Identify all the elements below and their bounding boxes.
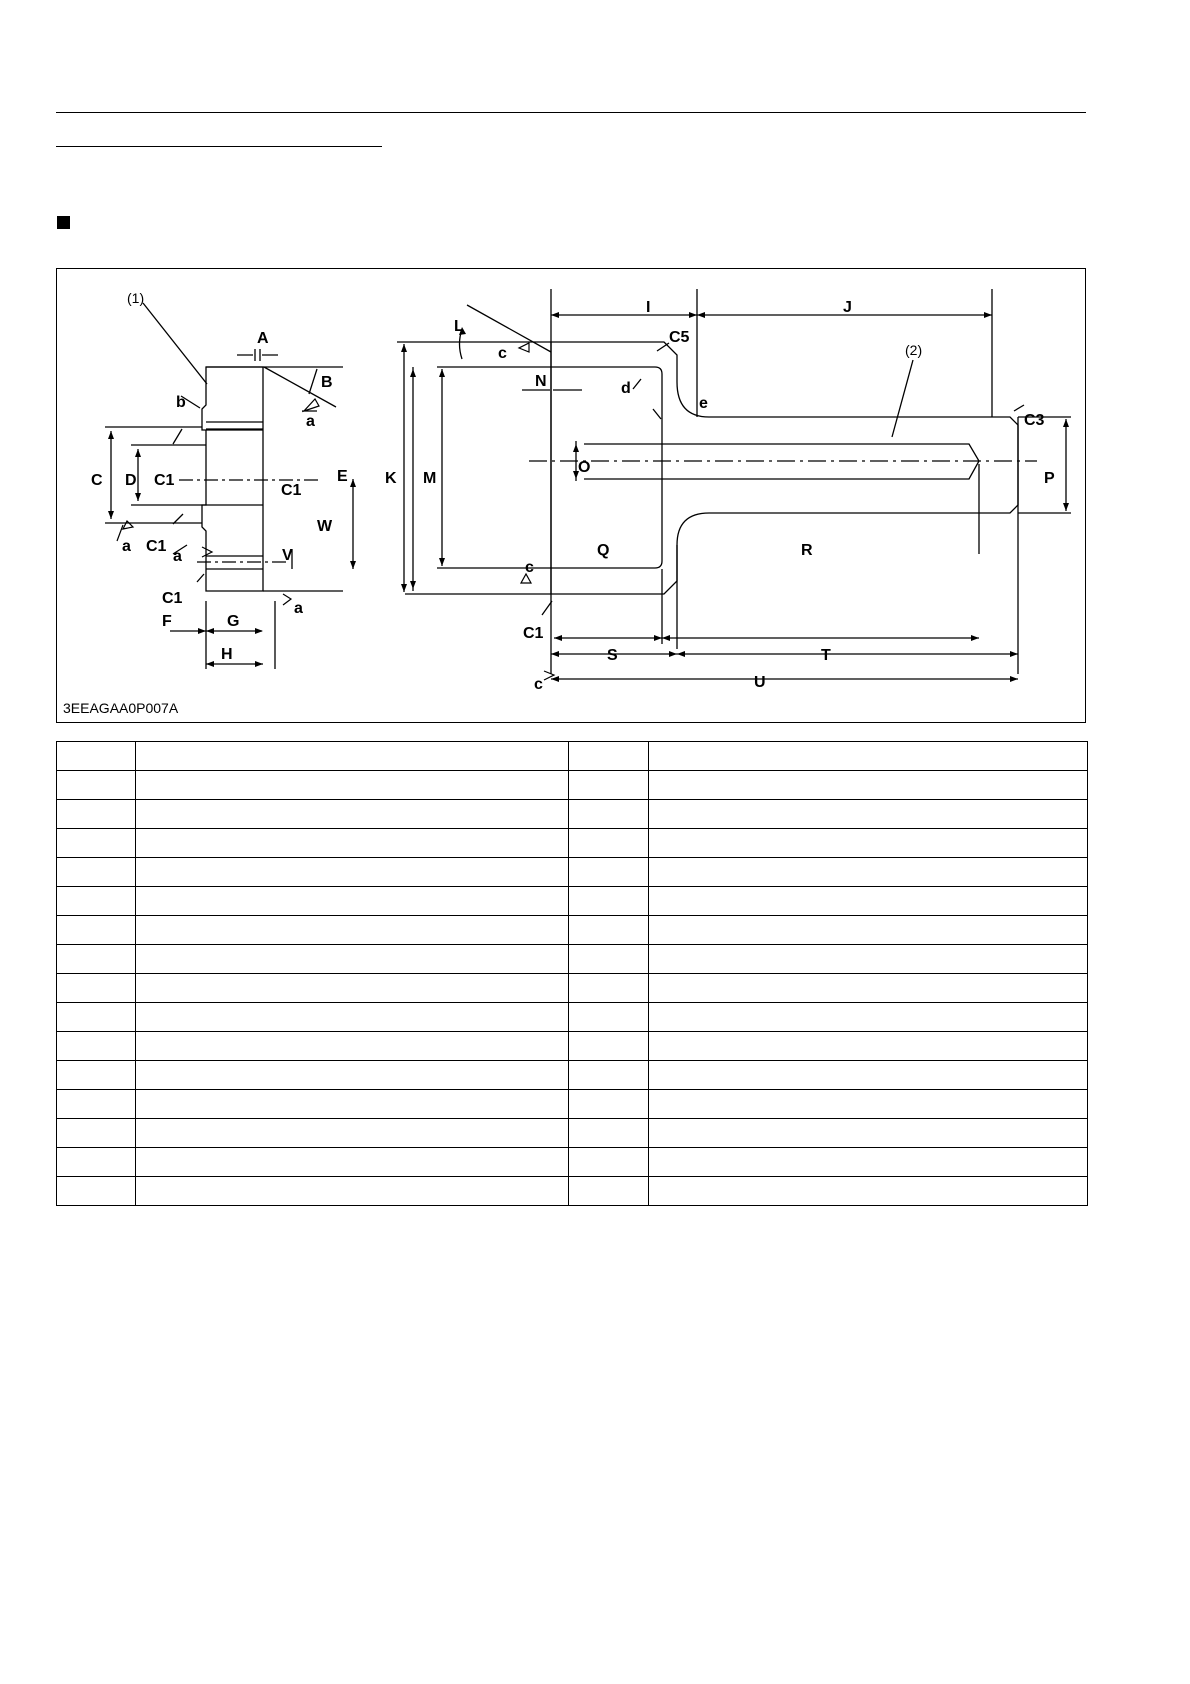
table-cell [569,800,649,829]
header-rule [56,112,1086,113]
dim-label-q: Q [597,542,610,559]
dim-label-p: P [1044,470,1055,487]
table-row [57,1148,1088,1177]
table-cell [136,1090,569,1119]
table-cell [649,916,1088,945]
table-cell [57,1061,136,1090]
table-cell [649,1119,1088,1148]
dim-label-e: E [337,468,348,485]
table-cell [57,974,136,1003]
part1-callout: (1) [127,290,145,306]
dimension-table [56,741,1088,1206]
dim-label-l: L [454,318,464,335]
table-cell [57,1032,136,1061]
table-cell [136,1003,569,1032]
table-row [57,800,1088,829]
figure-code: 3EEAGAA0P007A [63,700,179,716]
dim-label-o: O [578,459,591,476]
table-cell [136,1177,569,1206]
table-row [57,771,1088,800]
chamfer-label-c3: C3 [1024,412,1045,429]
table-cell [136,1061,569,1090]
table-cell [136,1148,569,1177]
table-cell [569,1090,649,1119]
table-row [57,1177,1088,1206]
table-cell [649,1177,1088,1206]
dim-label-j: J [843,299,852,316]
technical-drawing-frame [56,268,1086,723]
table-cell [57,771,136,800]
table-row [57,1090,1088,1119]
dim-label-h: H [221,646,233,663]
dim-label-k: K [385,470,397,487]
dim-label-w: W [317,518,333,535]
table-cell [569,887,649,916]
table-cell [57,829,136,858]
table-cell [57,887,136,916]
dim-label-u: U [754,674,766,691]
finish-label-c-3: c [534,676,543,693]
section-bullet-icon [57,216,70,229]
table-cell [569,916,649,945]
dim-label-n: N [535,373,547,390]
table-cell [569,1032,649,1061]
finish-label-c-1: c [498,345,507,362]
finish-label-a-1: a [306,413,315,430]
table-cell [57,1003,136,1032]
dim-label-f: F [162,613,172,630]
table-cell [649,742,1088,771]
table-cell [569,858,649,887]
table-cell [649,1090,1088,1119]
dim-label-g: G [227,613,240,630]
table-row [57,916,1088,945]
table-cell [569,945,649,974]
table-cell [569,1148,649,1177]
table-cell [57,858,136,887]
table-cell [136,887,569,916]
chamfer-label-c1-bore: C1 [154,472,175,489]
part1-bore-edge [206,422,263,429]
table-cell [57,916,136,945]
table-row [57,887,1088,916]
table-row [57,858,1088,887]
part2-callout: (2) [905,342,923,358]
table-row [57,974,1088,1003]
finish-label-a-3: a [173,548,182,565]
table-cell [569,1061,649,1090]
finish-label-a-4: a [294,600,303,617]
part1-bore-lines [206,430,263,505]
table-cell [57,945,136,974]
table-cell [136,1032,569,1061]
finish-label-d: d [621,380,631,397]
dim-label-i: I [646,299,651,316]
table-cell [649,829,1088,858]
table-cell [649,1148,1088,1177]
technical-drawing [57,269,1087,724]
part2-pocket [553,367,662,568]
table-cell [649,945,1088,974]
dimension-table-body [57,742,1088,1206]
dim-label-c: C [91,472,103,489]
chamfer-label-c1-lower: C1 [146,538,167,555]
finish-label-a-2: a [122,538,131,555]
table-row [57,742,1088,771]
table-cell [136,916,569,945]
table-cell [57,800,136,829]
table-cell [649,887,1088,916]
table-cell [649,858,1088,887]
table-cell [57,1119,136,1148]
table-cell [649,1032,1088,1061]
table-cell [136,829,569,858]
table-cell [136,974,569,1003]
finish-label-e: e [699,395,708,412]
table-row [57,829,1088,858]
finish-label-c-2: c [525,559,534,576]
dim-label-a-upper: A [257,330,269,347]
title-underline [56,146,382,147]
table-cell [649,1061,1088,1090]
table-cell [569,1119,649,1148]
table-cell [57,742,136,771]
chamfer-label-c1-tap: C1 [162,590,183,607]
table-cell [649,1003,1088,1032]
table-cell [649,771,1088,800]
table-cell [57,1177,136,1206]
table-cell [569,771,649,800]
dim-label-r: R [801,542,813,559]
table-cell [136,1119,569,1148]
table-row [57,945,1088,974]
table-cell [57,1148,136,1177]
dim-label-t: T [821,647,831,664]
table-cell [136,858,569,887]
table-cell [569,1003,649,1032]
table-row [57,1003,1088,1032]
dim-label-s: S [607,647,618,664]
table-cell [136,771,569,800]
table-cell [136,800,569,829]
table-cell [569,1177,649,1206]
dim-label-v: V [282,547,293,564]
dim-label-d: D [125,472,137,489]
table-row [57,1032,1088,1061]
table-cell [136,742,569,771]
table-cell [569,829,649,858]
table-cell [649,974,1088,1003]
dim-label-b: B [321,374,333,391]
dim-label-m: M [423,470,437,487]
table-cell [649,800,1088,829]
table-cell [569,974,649,1003]
finish-label-b: b [176,394,186,411]
chamfer-label-c1-part2: C1 [523,625,544,642]
chamfer-label-c5: C5 [669,329,690,346]
table-row [57,1061,1088,1090]
chamfer-label-c1-right: C1 [281,482,302,499]
table-cell [136,945,569,974]
part1-outline [202,367,263,591]
table-row [57,1119,1088,1148]
table-cell [569,742,649,771]
table-cell [57,1090,136,1119]
